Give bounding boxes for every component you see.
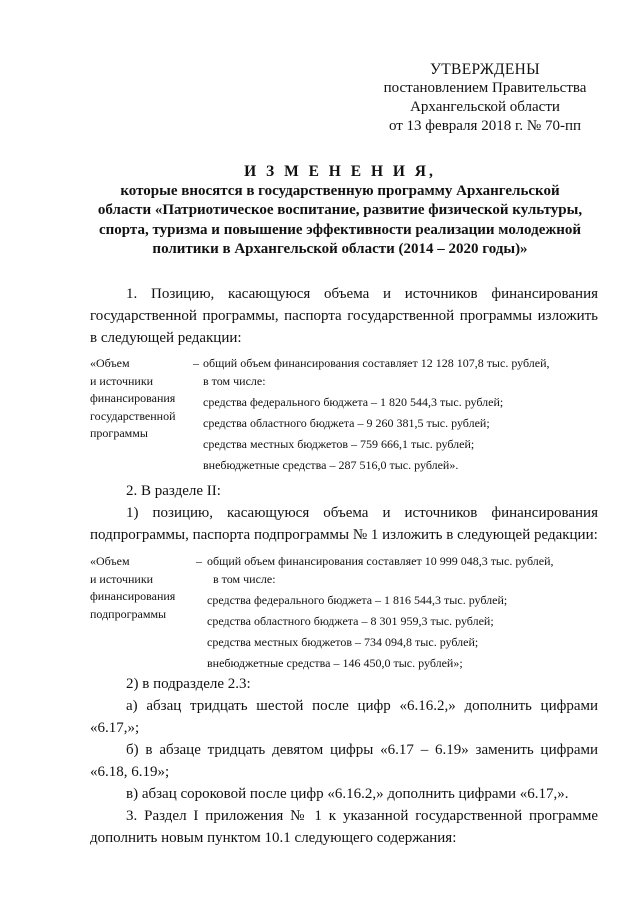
item-2-2-paragraph xyxy=(90,673,598,849)
table-row: средства местных бюджетов – 734 094,8 тыс. рублей; xyxy=(207,634,479,649)
item-1-paragraph xyxy=(90,283,598,349)
label-line: подпрограммы xyxy=(90,606,167,621)
paragraph-line: 1. Позицию, касающуюся объема и источников финансирования xyxy=(126,286,598,302)
title-line: которые вносятся в государственную программу Архангельской xyxy=(120,182,560,199)
paragraph-line: 2. В разделе II: xyxy=(126,483,221,499)
table-row: внебюджетные средства – 146 450,0 тыс. рублей»; xyxy=(207,655,463,670)
table-values xyxy=(207,553,554,676)
label-line: «Объем xyxy=(90,356,130,370)
paragraph-line: дополнить новым пунктом 10.1 следующего содержания: xyxy=(90,830,457,846)
approval-line: Архангельской области xyxy=(410,99,560,115)
table-row: средства местных бюджетов – 759 666,1 тыс. рублей; xyxy=(203,436,475,451)
document-title xyxy=(90,162,590,260)
table-label xyxy=(90,355,190,443)
paragraph-line: а) абзац тридцать шестой после цифр «6.16.2,» дополнить цифрами xyxy=(126,698,598,714)
paragraph-line: б) в абзаце тридцать девятом цифры «6.17 – 6.19» заменить цифрами xyxy=(126,742,598,758)
table-row: внебюджетные средства – 287 516,0 тыс. рублей». xyxy=(203,457,459,472)
paragraph-line: «6.17,»; xyxy=(90,720,140,736)
title-line: спорта, туризма и повышение эффективности реализации молодежной xyxy=(98,221,582,238)
paragraph-line: 2) в подразделе 2.3: xyxy=(126,676,251,692)
approval-line: постановлением Правительства xyxy=(383,80,587,96)
paragraph-line: в следующей редакции: xyxy=(90,330,242,346)
label-line: и источники xyxy=(90,571,154,586)
table-row: средства федерального бюджета – 1 820 544,3 тыс. рублей; xyxy=(203,394,504,409)
paragraph-line: 3. Раздел I приложения № 1 к указанной государственной программе xyxy=(126,808,598,824)
label-line: программы xyxy=(90,426,148,440)
approval-heading: УТВЕРЖДЕНЫ xyxy=(430,61,540,78)
item-2-paragraph xyxy=(90,480,598,546)
table-values xyxy=(203,355,550,478)
table-dash: – xyxy=(196,554,202,568)
title-line: политики в Архангельской области (2014 – 2020 годы)» xyxy=(152,241,528,257)
label-line: финансирования xyxy=(90,391,176,405)
table-dash: – xyxy=(193,356,199,370)
financing-table-2 xyxy=(90,553,600,670)
title-heading: И З М Е Н Е Н И Я, xyxy=(244,163,436,180)
financing-table-1 xyxy=(90,355,600,472)
table-row: средства федерального бюджета – 1 816 544,3 тыс. рублей; xyxy=(207,592,508,607)
label-line: государственной xyxy=(90,408,176,423)
paragraph-line: подпрограммы, паспорта подпрограммы № 1 изложить в следующей редакции: xyxy=(90,527,598,543)
approval-line: от 13 февраля 2018 г. № 70-пп xyxy=(388,118,582,134)
paragraph-line: в) абзац сороковой после цифр «6.16.2,» дополнить цифрами «6.17,». xyxy=(126,786,569,802)
total-line: в том числе: xyxy=(213,571,276,586)
paragraph-line: государственной программы, паспорта государственной программы изложить xyxy=(90,308,598,324)
paragraph-line: 1) позицию, касающуюся объема и источников финансирования xyxy=(126,505,598,521)
total-line: общий объем финансирования составляет 10 999 048,3 тыс. рублей, xyxy=(207,554,554,568)
label-line: и источники xyxy=(90,373,154,388)
table-label xyxy=(90,553,190,623)
approval-block xyxy=(370,60,600,136)
label-line: финансирования xyxy=(90,589,176,603)
label-line: «Объем xyxy=(90,554,130,568)
title-line: области «Патриотическое воспитание, развитие физической культуры, xyxy=(97,202,583,218)
table-row: средства областного бюджета – 8 301 959,3 тыс. рублей; xyxy=(207,613,494,628)
total-line: общий объем финансирования составляет 12 128 107,8 тыс. рублей, xyxy=(203,356,550,370)
paragraph-line: «6.18, 6.19»; xyxy=(90,764,170,780)
total-line: в том числе: xyxy=(203,373,266,388)
table-row: средства областного бюджета – 9 260 381,5 тыс. рублей; xyxy=(203,415,490,430)
